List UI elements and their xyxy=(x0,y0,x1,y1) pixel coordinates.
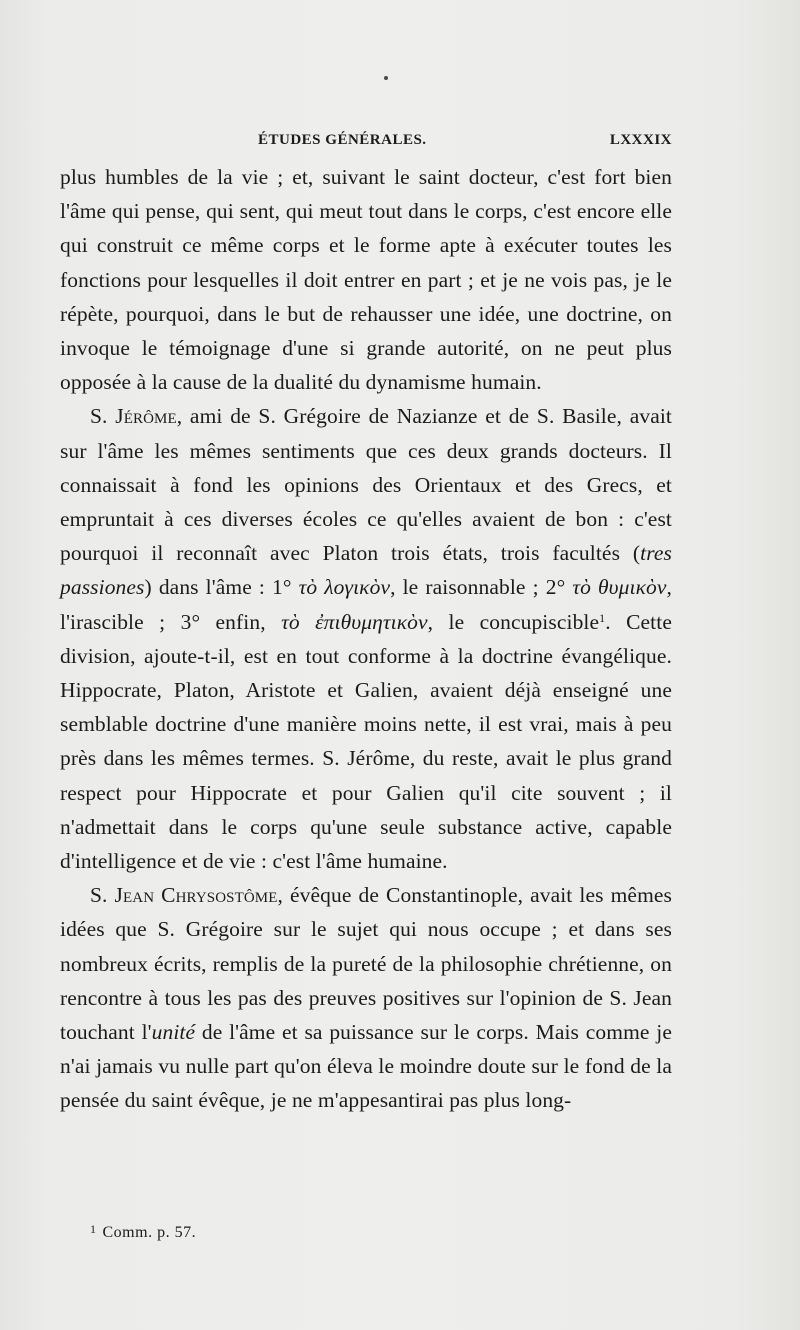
greek-term: τὸ λογικὸν xyxy=(298,575,391,600)
paragraph-2 xyxy=(60,399,672,878)
text-run: de l'âme et sa puissance sur le corps. Mais comme je n'ai jamais vu nulle part qu'on éleva le moindre doute sur le fond de la pensée du saint évêque, je ne m'appesantirai pas plus long- xyxy=(60,1020,672,1113)
greek-term: τὸ θυμικὸν xyxy=(572,575,667,600)
greek-term: τὸ ἐπιθυμητικὸν xyxy=(281,609,428,634)
text-run: , ami de S. Grégoire de Nazianze et de S. Basile, avait sur l'âme les mêmes sentiments que ces deux grands docteurs. Il connaissait à fond les opinions des Orientaux et des Grecs, et empruntait à ces diverses écoles ce qu'elles avaient de bon : c'est pourquoi il reconnaît avec Platon trois états, trois facultés ( xyxy=(60,404,672,566)
text-run: , l'irascible ; 3° enfin, xyxy=(60,575,672,634)
paragraph-1-text: plus humbles de la vie ; et, suivant le saint docteur, c'est fort bien l'âme qui pense, qui sent, qui meut tout dans le corps, c'est encore elle qui construit ce même corps et le forme apte à exécuter toutes les fonctions pour lesquelles il doit entrer en part ; et je ne vois pas, je le répète, pourquoi, dans le but de rehausser une idée, une doctrine, on invoque le témoignage d'une si grande autorité, on ne peut plus opposée à la cause de la dualité du dynamisme humain. xyxy=(60,165,672,395)
paragraph-1 xyxy=(60,160,672,399)
footnote-reference[interactable]: 1 xyxy=(599,610,606,625)
footnote-text: Comm. p. 57. xyxy=(102,1224,197,1241)
page-number: LXXXIX xyxy=(609,132,672,148)
text-run: , le raisonnable ; 2° xyxy=(390,575,573,600)
page-header xyxy=(60,128,672,156)
italic-word: unité xyxy=(151,1020,196,1045)
text-run: , évêque de Constantinople, avait les mêmes idées que S. Grégoire sur le sujet qui nous occupe ; et dans ses nombreux écrits, remplis de la pureté de la philosophie chrétienne, on rencontre à tous les pas des preuves positives sur l'opinion de S. Jean touchant l' xyxy=(60,883,672,1045)
text-run: ) dans l'âme : 1° xyxy=(144,575,299,600)
text-run: . Cette division, ajoute-t-il, est en tout conforme à la doctrine évangélique. Hippocrate, Platon, Aristote et Galien, avaient déjà enseigné une semblable doctrine d'une manière moins nette, il est vrai, mais à peu près dans les mêmes termes. S. Jérôme, du reste, avait le plus grand respect pour Hippocrate et pour Galien qu'il cite souvent ; il n'admettait dans le corps qu'une seule substance active, capable d'intelligence et de vie : c'est l'âme humaine. xyxy=(60,609,672,874)
saint-name: S. Jean Chrysostôme xyxy=(90,883,278,908)
footnote-mark: 1 xyxy=(90,1222,97,1236)
italic-phrase: tres passiones xyxy=(60,541,672,600)
saint-name: S. Jérôme xyxy=(90,404,177,429)
paragraph-3 xyxy=(60,878,672,1117)
footnote xyxy=(90,1222,196,1242)
running-title: ÉTUDES GÉNÉRALES. xyxy=(258,132,427,148)
body-text xyxy=(60,160,672,1118)
ink-dot xyxy=(384,76,388,80)
text-run: , le concupiscible xyxy=(427,609,600,634)
